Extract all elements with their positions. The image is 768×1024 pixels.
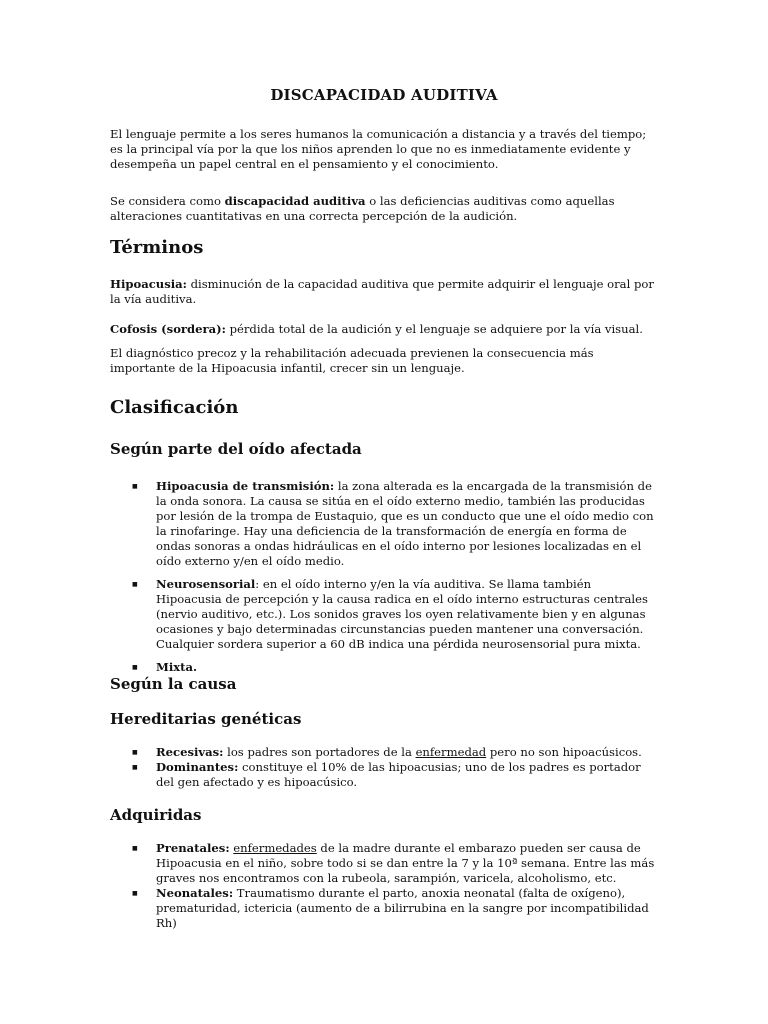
term-definition: pérdida total de la audición y el lenguaje se adquiere por la vía visual. bbox=[225, 322, 643, 336]
item-label: Neurosensorial bbox=[156, 577, 256, 591]
document-title: DISCAPACIDAD AUDITIVA bbox=[270, 86, 498, 104]
item-label: Neonatales: bbox=[156, 886, 234, 900]
acquired-heading: Adquiridas bbox=[110, 806, 202, 824]
item-label: Dominantes: bbox=[156, 760, 239, 774]
item-label: Prenatales: bbox=[156, 841, 230, 855]
hereditary-list bbox=[110, 745, 658, 790]
ear-part-list bbox=[110, 479, 658, 675]
definition-term: discapacidad auditiva bbox=[224, 194, 366, 208]
definition-text-after: o las deficiencias auditivas como aquellas alteraciones cuantitativas en una correcta percepción de la audición. bbox=[110, 194, 615, 223]
ear-part-heading: Según parte del oído afectada bbox=[110, 440, 362, 458]
item-text: los padres son portadores de la bbox=[223, 745, 416, 759]
list-item bbox=[110, 745, 658, 760]
term-label: Hipoacusia: bbox=[110, 277, 187, 291]
term-cofosis bbox=[110, 322, 658, 337]
list-item bbox=[110, 660, 658, 675]
list-item bbox=[110, 479, 658, 569]
item-text: : en el oído interno y/en la vía auditiva. Se llama también Hipoacusia de percepción y la causa radica en el oído interno estructuras centrales (nervio auditivo, etc.). Los sonidos graves los oyen relativamente bien y en algunas ocasiones y bajo determinadas circunstancias pueden mantener una conversación. Cualquier sordera superior a 60 dB indica una pérdida neurosensorial pura mixta. bbox=[156, 577, 648, 651]
hereditary-heading: Hereditarias genéticas bbox=[110, 710, 302, 728]
item-text: pero no son hipoacúsicos. bbox=[486, 745, 642, 759]
term-definition: disminución de la capacidad auditiva que permite adquirir el lenguaje oral por la vía auditiva. bbox=[110, 277, 654, 306]
item-label: Hipoacusia de transmisión: bbox=[156, 479, 335, 493]
classification-heading: Clasificación bbox=[110, 397, 239, 418]
list-item bbox=[110, 760, 658, 790]
intro-paragraph: El lenguaje permite a los seres humanos la comunicación a distancia y a través del tiempo; es la principal vía por la que los niños aprenden lo que no es inmediatamente evidente y desempeña un papel central en el pensamiento y el conocimiento. bbox=[110, 127, 647, 171]
item-text: Traumatismo durante el parto, anoxia neonatal (falta de oxígeno), prematuridad, ictericia (aumento de a bilirrubina en la sangre por incompatibilidad Rh) bbox=[156, 886, 649, 930]
item-label: Recesivas: bbox=[156, 745, 224, 759]
list-item bbox=[110, 577, 658, 652]
enfermedades-link[interactable]: enfermedades bbox=[233, 841, 317, 855]
terms-heading: Términos bbox=[110, 237, 204, 258]
acquired-list bbox=[110, 841, 658, 931]
term-hipoacusia bbox=[110, 277, 658, 307]
definition-text-before: Se considera como bbox=[110, 194, 225, 208]
definition-paragraph bbox=[110, 194, 658, 224]
enfermedad-link[interactable]: enfermedad bbox=[415, 745, 487, 759]
item-text: constituye el 10% de las hipoacusias; uno de los padres es portador del gen afectado y es hipoacúsico. bbox=[156, 760, 641, 789]
list-item bbox=[110, 886, 658, 931]
cause-heading: Según la causa bbox=[110, 675, 237, 693]
item-text: de la madre durante el embarazo pueden ser causa de Hipoacusia en el niño, sobre todo si se dan entre la 7 y la 10ª semana. Entre las más graves nos encontramos con la rubeola, sarampión, varicela, alcoholismo, etc. bbox=[156, 841, 655, 885]
term-label: Cofosis (sordera): bbox=[110, 322, 226, 336]
list-item bbox=[110, 841, 658, 886]
diagnosis-paragraph: El diagnóstico precoz y la rehabilitación adecuada previenen la consecuencia más importante de la Hipoacusia infantil, crecer sin un lenguaje. bbox=[110, 346, 594, 375]
item-text: la zona alterada es la encargada de la transmisión de la onda sonora. La causa se sitúa en el oído externo medio, también las producidas por lesión de la trompa de Eustaquio, que es un conducto que une el oído medio con la rinofaringe. Hay una deficiencia de la transformación de energía en forma de ondas sonoras a ondas hidráulicas en el oído interno por lesiones localizadas en el oído externo y/en el oído medio. bbox=[156, 479, 654, 568]
item-label: Mixta. bbox=[156, 660, 198, 674]
